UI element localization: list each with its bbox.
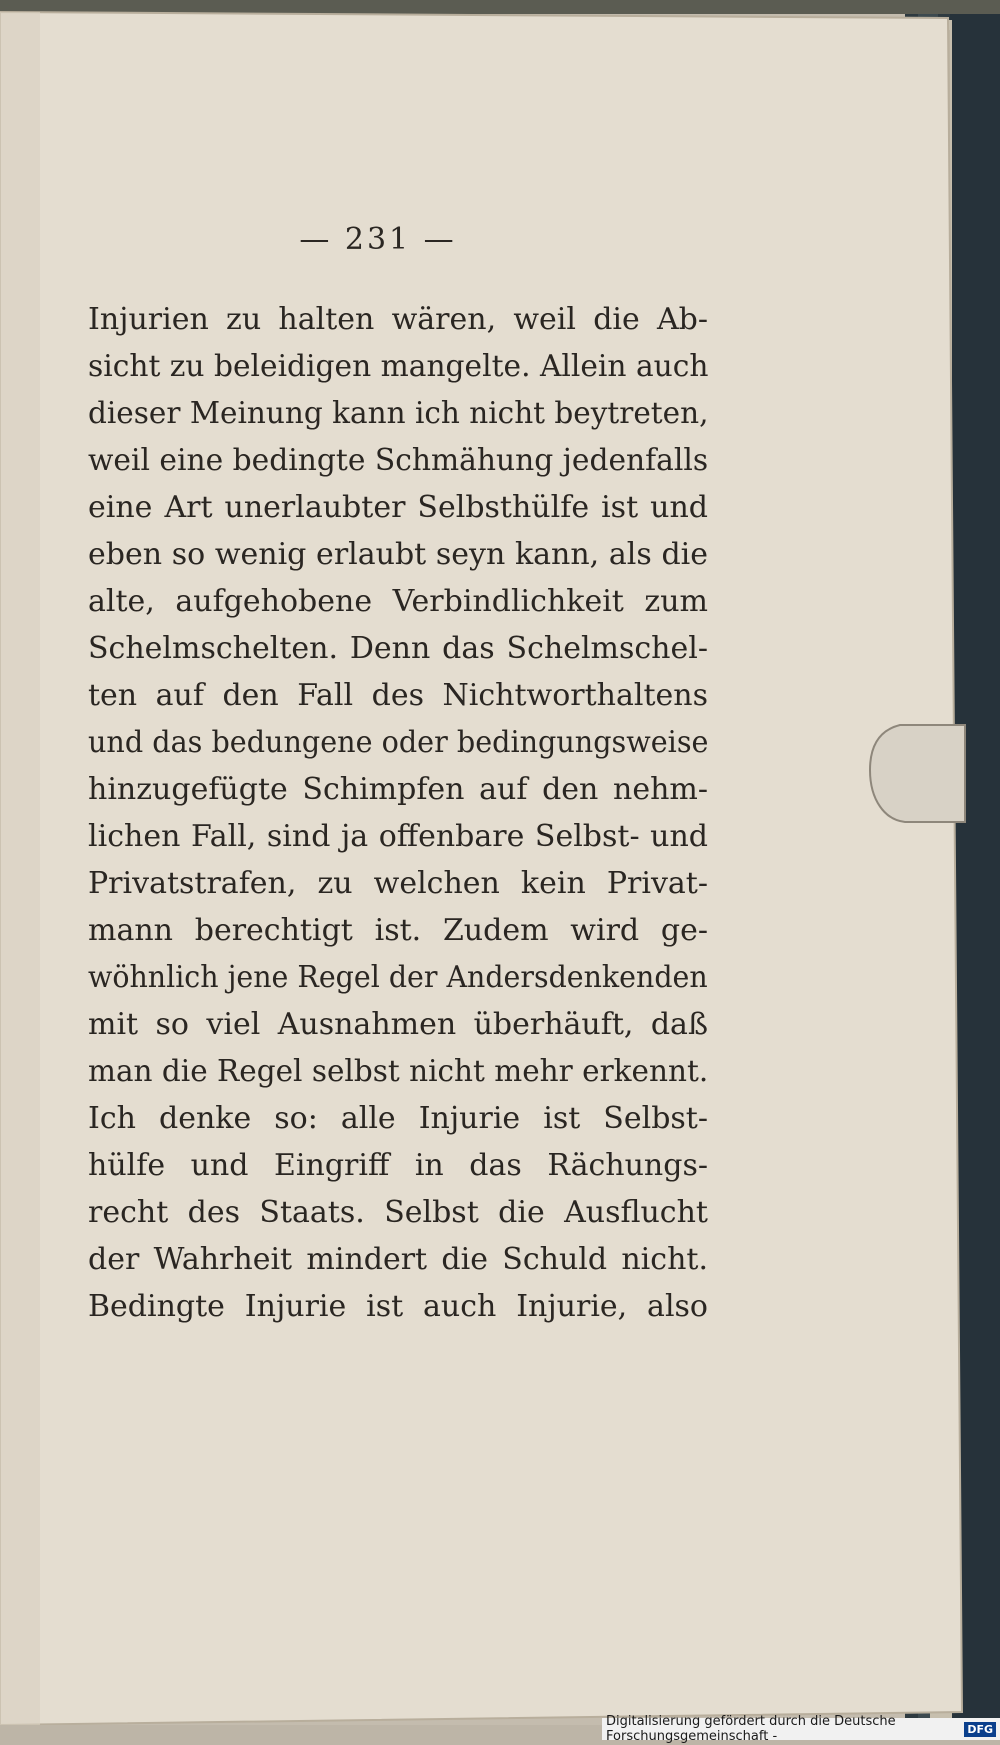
text-line: alte, aufgehobene Verbindlichkeit zum (88, 584, 708, 619)
credit-text: Digitalisierung gefördert durch die Deutsche Forschungsgemeinschaft - (606, 1714, 896, 1744)
text-line: Bedingte Injurie ist auch Injurie, also (88, 1289, 708, 1324)
text-line: wöhnlich jene Regel der Andersdenkenden (88, 960, 708, 995)
text-line: Injurien zu halten wären, weil die Ab- (88, 302, 708, 337)
text-line: eben so wenig erlaubt seyn kann, als die (88, 537, 708, 572)
text-line: ten auf den Fall des Nichtworthaltens (88, 678, 708, 713)
text-line: Schelmschelten. Denn das Schelmschel- (88, 631, 708, 666)
text-line: Privatstrafen, zu welchen kein Privat- (88, 866, 708, 901)
text-line: der Wahrheit mindert die Schuld nicht. (88, 1242, 708, 1277)
text-line: recht des Staats. Selbst die Ausflucht (88, 1195, 708, 1230)
text-line: mit so viel Ausnahmen überhäuft, daß (88, 1007, 708, 1042)
dfg-logo: DFG (964, 1722, 996, 1737)
text-line: dieser Meinung kann ich nicht beytreten, (88, 396, 709, 431)
page-clip (870, 725, 965, 822)
text-line: weil eine bedingte Schmähung jedenfalls (88, 443, 709, 478)
page-number: — 231 — (299, 222, 457, 257)
text-line: hülfe und Eingriff in das Rächungs- (88, 1148, 708, 1183)
text-line: eine Art unerlaubter Selbsthülfe ist und (88, 490, 708, 525)
digitization-credit (602, 1714, 1000, 1744)
text-line: und das bedungene oder bedingungsweise (88, 725, 709, 760)
text-line: mann berechtigt ist. Zudem wird ge- (88, 913, 708, 948)
text-line: man die Regel selbst nicht mehr erkennt. (88, 1054, 709, 1089)
text-line: Ich denke so: alle Injurie ist Selbst- (88, 1101, 708, 1136)
text-line: lichen Fall, sind ja offenbare Selbst- und (88, 819, 708, 854)
text-line: hinzugefügte Schimpfen auf den nehm- (88, 772, 708, 807)
text-line: sicht zu beleidigen mangelte. Allein auch (88, 349, 709, 384)
